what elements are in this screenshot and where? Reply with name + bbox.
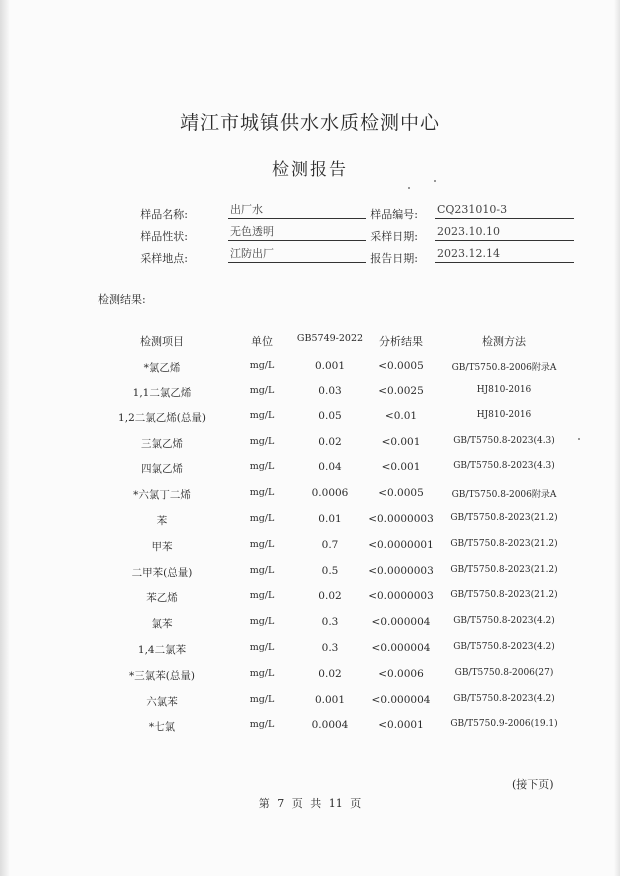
row-method: GB/T5750.8-2023(4.3) [453, 461, 555, 471]
results-section-label: 检测结果: [98, 293, 146, 306]
row-result: <0.0001 [378, 719, 424, 731]
row-method: GB/T5750.8-2023(21.2) [450, 590, 558, 600]
report-date-label: 报告日期: [370, 252, 418, 265]
row-unit: mg/L [249, 487, 275, 498]
row-unit: mg/L [249, 668, 275, 679]
column-header-standard: GB5749-2022 [296, 333, 364, 344]
row-result: <0.0000003 [368, 513, 434, 525]
row-unit: mg/L [249, 410, 275, 421]
row-item: 六氯苯 [146, 696, 178, 708]
row-method: GB/T5750.8-2006(27) [454, 668, 554, 678]
row-unit: mg/L [249, 385, 275, 396]
report-date-value: 2023.12.14 [435, 247, 574, 263]
column-header-result: 分析结果 [379, 335, 423, 348]
column-header-unit: 单位 [251, 335, 273, 348]
row-item: *三氯苯(总量) [129, 670, 195, 682]
report-title: 检测报告 [272, 160, 348, 180]
row-result: <0.0025 [378, 385, 424, 397]
row-result: <0.001 [381, 461, 421, 473]
row-limit: 0.7 [321, 539, 339, 551]
scan-speck [578, 438, 580, 440]
page-prefix: 第 [258, 797, 270, 810]
row-method: GB/T5750.8-2023(4.2) [453, 616, 555, 626]
row-result: <0.0000003 [368, 565, 434, 577]
row-result: <0.000004 [371, 616, 431, 628]
row-unit: mg/L [249, 590, 275, 601]
row-limit: 0.05 [318, 410, 342, 422]
row-unit: mg/L [249, 436, 275, 447]
row-unit: mg/L [249, 616, 275, 627]
row-item: 甲苯 [151, 541, 173, 553]
sampling-date-label: 采样日期: [370, 230, 418, 243]
row-unit: mg/L [249, 513, 275, 524]
row-item: *六氯丁二烯 [133, 489, 191, 501]
row-unit: mg/L [249, 719, 275, 730]
row-method: GB/T5750.9-2006(19.1) [450, 719, 558, 729]
sample-name-value: 出厂水 [228, 203, 366, 219]
row-limit: 0.01 [318, 513, 342, 525]
row-result: <0.0006 [378, 668, 424, 680]
organization-title: 靖江市城镇供水水质检测中心 [179, 112, 440, 134]
row-item: 1,4二氯苯 [137, 644, 187, 656]
row-unit: mg/L [249, 565, 275, 576]
row-result: <0.0000003 [368, 590, 434, 602]
row-method: HJ810-2016 [476, 410, 532, 420]
row-limit: 0.03 [318, 385, 342, 397]
row-item: 1,2二氯乙烯(总量) [118, 412, 206, 424]
sample-state-label: 样品性状: [140, 230, 188, 243]
page-number [0, 795, 620, 811]
row-result: <0.000004 [371, 694, 431, 706]
row-item: 二甲苯(总量) [131, 567, 193, 579]
row-limit: 0.02 [318, 590, 342, 602]
row-unit: mg/L [249, 360, 275, 371]
sample-state-value: 无色透明 [228, 225, 366, 241]
row-limit: 0.02 [318, 436, 342, 448]
scan-speck [408, 187, 410, 189]
row-method: GB/T5750.8-2023(21.2) [450, 539, 558, 549]
page-current: 7 [277, 797, 285, 810]
continued-note: (接下页) [512, 778, 554, 791]
row-item: 苯 [156, 515, 168, 527]
row-unit: mg/L [249, 642, 275, 653]
page-middle: 页 共 [291, 797, 322, 810]
row-item: 氯苯 [151, 618, 173, 630]
row-unit: mg/L [249, 694, 275, 705]
page-suffix: 页 [350, 797, 362, 810]
row-method: GB/T5750.8-2006附录A [451, 363, 557, 373]
row-item: 1,1二氯乙烯 [132, 387, 192, 399]
row-result: <0.001 [381, 436, 421, 448]
column-header-item: 检测项目 [140, 335, 184, 348]
row-unit: mg/L [249, 461, 275, 472]
sampling-site-label: 采样地点: [140, 252, 188, 265]
row-method: HJ810-2016 [476, 385, 532, 395]
sample-name-label: 样品名称: [140, 208, 188, 221]
row-limit: 0.04 [318, 461, 342, 473]
row-unit: mg/L [249, 539, 275, 550]
row-method: GB/T5750.8-2023(21.2) [450, 565, 558, 575]
row-method: GB/T5750.8-2023(4.2) [453, 642, 555, 652]
row-item: *七氯 [148, 721, 176, 733]
row-limit: 0.5 [321, 565, 339, 577]
sampling-date-value: 2023.10.10 [435, 225, 574, 241]
column-header-method: 检测方法 [482, 335, 526, 348]
row-result: <0.01 [384, 410, 418, 422]
row-limit: 0.3 [321, 642, 339, 654]
sample-code-value: CQ231010-3 [435, 203, 574, 219]
row-result: <0.0005 [378, 487, 424, 499]
scan-speck [434, 180, 436, 182]
row-limit: 0.02 [318, 668, 342, 680]
row-limit: 0.001 [314, 694, 346, 706]
page-total: 11 [328, 797, 343, 810]
row-item: 苯乙烯 [146, 592, 178, 604]
row-item: 三氯乙烯 [141, 438, 183, 450]
row-method: GB/T5750.8-2023(21.2) [450, 513, 558, 523]
row-item: 四氯乙烯 [141, 463, 183, 475]
row-limit: 0.3 [321, 616, 339, 628]
row-result: <0.0000001 [368, 539, 434, 551]
row-limit: 0.0004 [311, 719, 349, 731]
row-method: GB/T5750.8-2023(4.3) [453, 436, 555, 446]
row-method: GB/T5750.8-2006附录A [451, 490, 557, 500]
row-item: *氯乙烯 [143, 362, 181, 374]
sampling-site-value: 江防出厂 [228, 247, 366, 263]
row-result: <0.000004 [371, 642, 431, 654]
row-limit: 0.0006 [311, 487, 349, 499]
row-method: GB/T5750.8-2023(4.2) [453, 694, 555, 704]
sample-code-label: 样品编号: [370, 208, 418, 221]
row-result: <0.0005 [378, 360, 424, 372]
row-limit: 0.001 [314, 360, 346, 372]
